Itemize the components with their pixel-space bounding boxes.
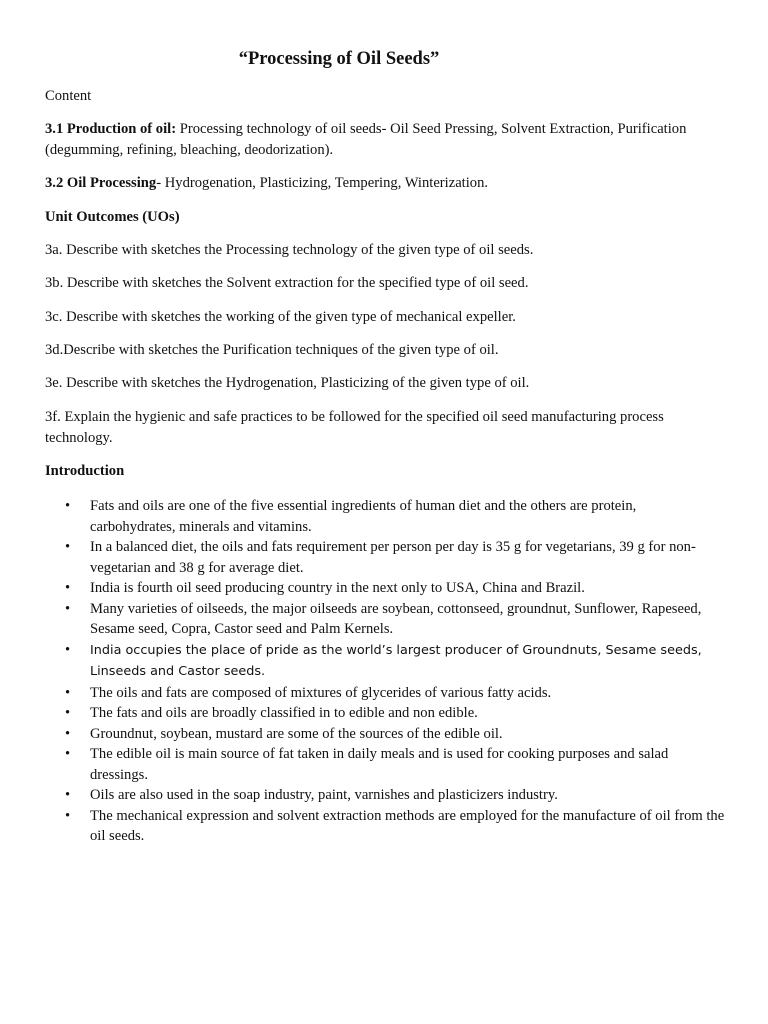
outcome-3f: 3f. Explain the hygienic and safe practices to be followed for the specified oil seed manufacturing process technology. [45,409,664,446]
bullet-icon: • [65,641,71,658]
bullet-icon: • [65,498,71,514]
list-item [45,703,725,724]
list-item [45,578,725,599]
section-3-2-text: - Hydrogenation, Plasticizing, Tempering, Winterization. [156,175,489,191]
section-3-1-text: Processing technology of oil seeds- Oil Seed Pressing, Solvent Extraction, Purification (degumming, refining, bleaching, deodorization). [45,121,687,158]
list-item-text: Groundnut, soybean, mustard are some of the sources of the edible oil. [90,725,503,742]
bullet-icon: • [65,684,71,701]
list-item-text: India occupies the place of pride as the world’s largest producer of Groundnuts, Sesame seeds, Linseeds and Castor seeds. [90,642,702,679]
list-item [45,744,725,785]
outcome-3e: 3e. Describe with sketches the Hydrogenation, Plasticizing of the given type of oil. [45,375,530,391]
list-item [45,683,725,704]
list-item [45,724,725,745]
list-item-text: In a balanced diet, the oils and fats requirement per person per day is 35 g for vegetarians, 39 g for non-vegetarian and 38 g for average diet. [90,539,696,576]
section-3-1 [45,119,725,160]
list-item [45,806,725,847]
list-item-text: The fats and oils are broadly classified in to edible and non edible. [90,705,478,721]
list-item-text: Fats and oils are one of the five essential ingredients of human diet and the others are protein, carbohydrates, minerals and vitamins. [90,498,637,535]
bullet-icon: • [65,600,71,617]
outcome-3c: 3c. Describe with sketches the working of the given type of mechanical expeller. [45,309,516,325]
list-item-text: Many varieties of oilseeds, the major oilseeds are soybean, cottonseed, groundnut, Sunflower, Rapeseed, Sesame seed, Copra, Castor seed and Palm Kernels. [90,600,702,637]
list-item [45,599,725,640]
list-item [45,640,725,683]
section-3-1-heading: 3.1 Production of oil: [45,121,177,137]
outcome-3a: 3a. Describe with sketches the Processing technology of the given type of oil seeds. [45,242,534,258]
section-3-2-heading: 3.2 Oil Processing [45,175,157,191]
list-item-text: The mechanical expression and solvent extraction methods are employed for the manufacture of oil from the oil seeds. [90,807,725,844]
bullet-icon: • [65,807,71,824]
outcome-3d: 3d.Describe with sketches the Purification techniques of the given type of oil. [45,342,499,358]
outcomes-heading: Unit Outcomes (UOs) [45,209,180,225]
list-item-text: The edible oil is main source of fat taken in daily meals and is used for cooking purposes and salad dressings. [90,746,669,783]
content-label: Content [45,88,92,104]
outcome-3b: 3b. Describe with sketches the Solvent extraction for the specified type of oil seed. [45,275,529,291]
bullet-icon: • [65,539,71,555]
list-item [45,496,725,537]
list-item-text: The oils and fats are composed of mixtures of glycerides of various fatty acids. [90,684,552,701]
list-item [45,537,725,578]
list-item-text: Oils are also used in the soap industry, paint, varnishes and plasticizers industry. [90,787,558,803]
list-item-text: India is fourth oil seed producing country in the next only to USA, China and Brazil. [90,580,585,596]
list-item [45,785,725,806]
bullet-icon: • [65,787,71,803]
bullet-icon: • [65,725,71,742]
bullet-icon: • [65,580,71,596]
page-title: “Processing of Oil Seeds” [238,49,440,69]
introduction-bullet-list [45,496,725,847]
introduction-heading: Introduction [45,463,125,479]
bullet-icon: • [65,746,71,762]
section-3-2 [45,173,725,194]
bullet-icon: • [65,705,71,721]
